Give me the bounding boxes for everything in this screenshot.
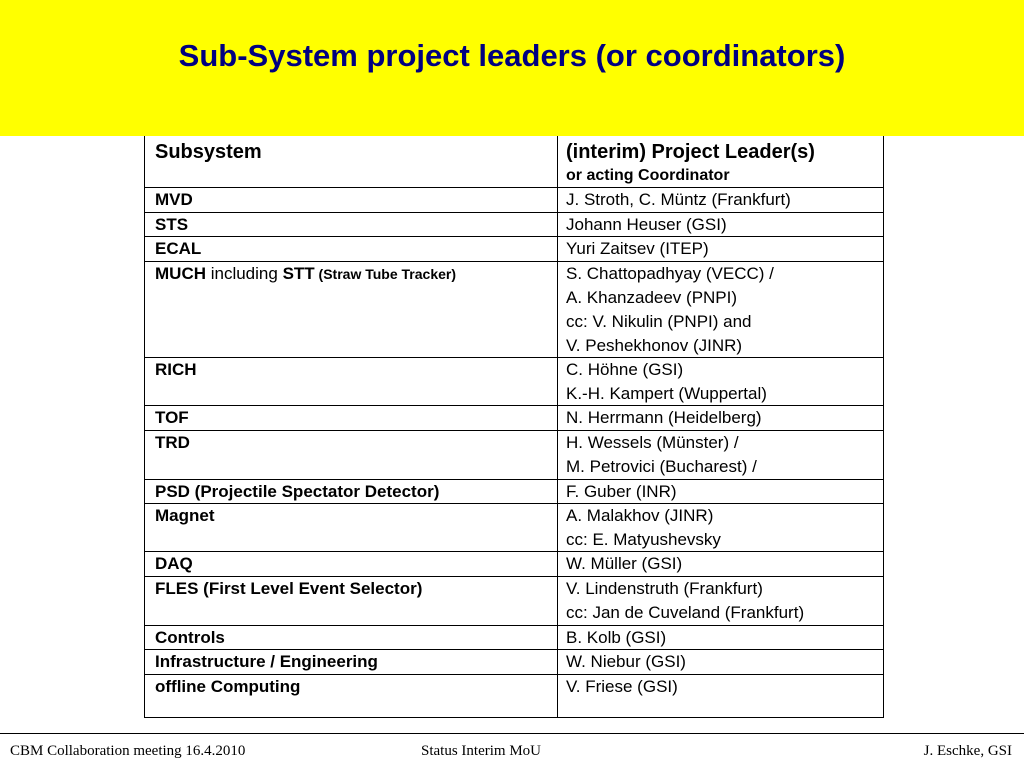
subsystem-cell: DAQ [155,554,193,573]
table-row [145,626,883,650]
table-row [145,213,883,237]
table-row [145,577,883,626]
leaders-cell [566,213,886,237]
subsystem-cell: Infrastructure / Engineering [155,652,378,671]
header-leaders [566,139,886,187]
footer-meeting: CBM Collaboration meeting 16.4.2010 [10,743,246,759]
leader-line: H. Wessels (Münster) / [566,433,739,452]
table-row [145,650,883,675]
subsystem-cell: STS [155,215,189,234]
leader-line: F. Guber (INR) [566,482,677,501]
leaders-cell [566,552,886,576]
leader-line: W. Niebur (GSI) [566,652,686,671]
subsystem-cell: MVD [155,190,193,209]
subsystem-including: including [206,264,283,283]
leaders-cell [566,406,886,430]
leader-line: Johann Heuser (GSI) [566,215,727,234]
header-leaders-line2: or acting Coordinator [566,167,730,184]
footer-author: J. Eschke, GSI [923,743,1012,759]
leader-line: J. Stroth, C. Müntz (Frankfurt) [566,190,791,209]
table-row [145,358,883,406]
slide-title: Sub-System project leaders (or coordinators) [178,38,846,73]
header-leaders-line1: (interim) Project Leader(s) [566,141,815,163]
leader-line: W. Müller (GSI) [566,554,683,573]
leader-line: M. Petrovici (Bucharest) / [566,457,757,476]
leader-line: V. Friese (GSI) [566,677,678,696]
table-row [145,406,883,431]
leader-line: B. Kolb (GSI) [566,628,667,647]
table-row [145,504,883,552]
subsystem-cell: Magnet [155,506,215,525]
footer-topic: Status Interim MoU [421,743,541,759]
table-header-row [145,136,883,188]
table-row [145,431,883,480]
subsystem-cell: RICH [155,360,197,379]
subsystem-cell: FLES (First Level Event Selector) [155,579,423,598]
leader-line: C. Höhne (GSI) [566,360,684,379]
leaders-cell [566,626,886,650]
leaders-cell [566,480,886,504]
leader-line: cc: Jan de Cuveland (Frankfurt) [566,603,805,622]
subsystem-cell: offline Computing [155,677,301,696]
footer-divider [0,733,1024,734]
table-row [145,552,883,577]
subsystem-cell: TOF [155,408,189,427]
leaders-cell [566,262,886,358]
table-row [145,675,883,717]
leaders-cell [566,650,886,674]
leader-line: N. Herrmann (Heidelberg) [566,408,762,427]
subsystem-cell: Controls [155,628,225,647]
table-row [145,237,883,262]
subsystem-much: MUCH [155,264,206,283]
subsystem-leaders-table [144,136,884,718]
leaders-cell [566,577,886,625]
leader-line: cc: V. Nikulin (PNPI) and [566,312,752,331]
header-subsystem: Subsystem [155,141,262,163]
leader-line: A. Khanzadeev (PNPI) [566,288,738,307]
leader-line: K.-H. Kampert (Wuppertal) [566,384,767,403]
table-row [145,188,883,213]
table-row [145,262,883,358]
leaders-cell [566,188,886,212]
subsystem-stt: STT [282,264,315,283]
leader-line: cc: E. Matyushevsky [566,530,721,549]
leaders-cell [566,504,886,552]
leaders-cell [566,431,886,479]
leaders-cell [566,358,886,406]
subsystem-cell: PSD (Projectile Spectator Detector) [155,482,440,501]
subsystem-cell [155,262,550,286]
leader-line: V. Lindenstruth (Frankfurt) [566,579,763,598]
subsystem-cell: ECAL [155,239,202,258]
leader-line: S. Chattopadhyay (VECC) / [566,264,774,283]
leader-line: A. Malakhov (JINR) [566,506,714,525]
subsystem-stt-description: (Straw Tube Tracker) [314,266,457,282]
subsystem-cell: TRD [155,433,190,452]
table-row [145,480,883,504]
leader-line: V. Peshekhonov (JINR) [566,336,743,355]
leader-line: Yuri Zaitsev (ITEP) [566,239,709,258]
leaders-cell [566,675,886,699]
leaders-cell [566,237,886,261]
